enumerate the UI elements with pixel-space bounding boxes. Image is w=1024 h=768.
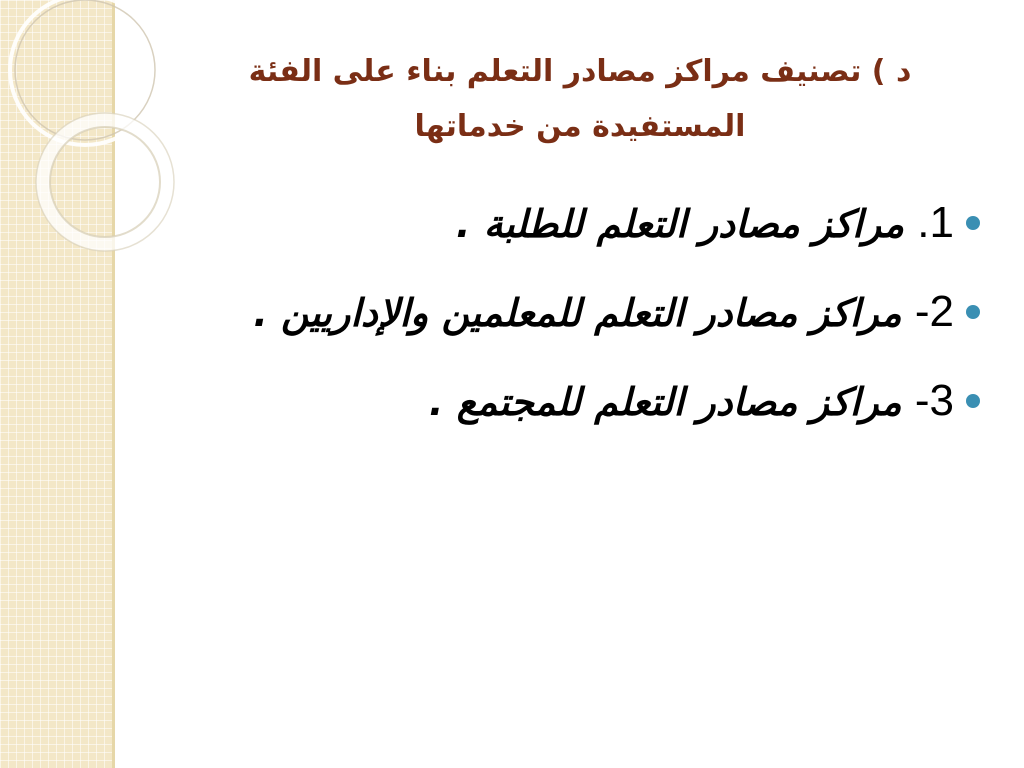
- bullet-text: مراكز مصادر التعلم للطلبة .: [456, 202, 918, 246]
- bullet-item-teachers: [180, 272, 980, 353]
- bullet-item-students: [180, 183, 980, 264]
- bullet-text: مراكز مصادر التعلم للمعلمين والإداريين .: [253, 291, 915, 335]
- bullet-number: 1.: [917, 198, 954, 247]
- bullet-list: [180, 183, 980, 450]
- bullet-dot-icon: [966, 216, 980, 230]
- slide-title: د ) تصنيف مراكز مصادر التعلم بناء على الفئة المستفيدة من خدماتها: [248, 54, 912, 144]
- bullet-number: 2-: [914, 287, 954, 336]
- decorative-rings-graphic: [0, 0, 160, 260]
- bullet-number: 3-: [914, 376, 954, 425]
- bullet-dot-icon: [966, 305, 980, 319]
- bullet-text: مراكز مصادر التعلم للمجتمع .: [429, 380, 915, 424]
- bullet-dot-icon: [966, 394, 980, 408]
- bullet-item-community: [180, 361, 980, 442]
